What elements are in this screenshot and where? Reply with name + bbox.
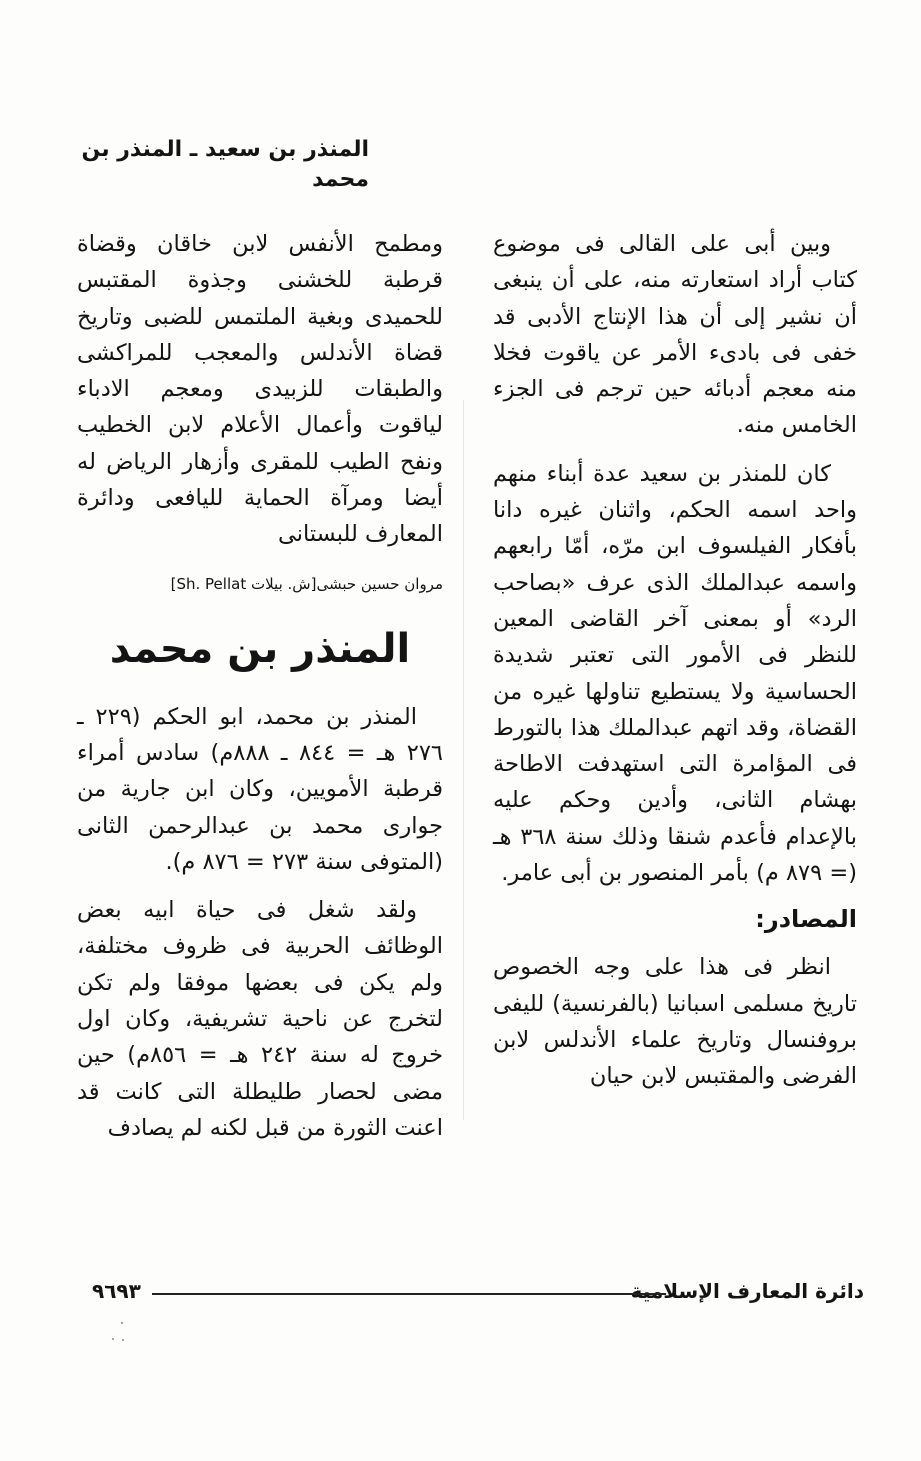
paragraph: كان للمنذر بن سعيد عدة أبناء منهم واحد اسمه الحكم، واثنان غيره دانا بأفكار الفيلسوف ابن مرّه، أمّا رابعهم واسمه عبدالملك الذى عرف «بصاحب الرد» أو بمعنى آخر القاضى المعين للنظر فى الأمور التى تعتبر شديدة الحساسية ولا يستطيع تناولها غيره من القضاة، وقد اتهم عبدالملك هذا بالتورط فى المؤامرة التى استهدفت الاطاحة بهشام الثانى، وأدين وحكم عليه بالإعدام فأعدم شنقا وذلك سنة ٣٦٨ هـ (= ٨٧٩ م) بأمر المنصور بن أبى عامر. bbox=[493, 460, 857, 887]
scan-speck bbox=[112, 1338, 114, 1340]
page-number: ٩٦٩٣ bbox=[92, 1279, 141, 1303]
left-column bbox=[77, 226, 443, 1146]
paragraph: انظر فى هذا على وجه الخصوص تاريخ مسلمى اسبانيا (بالفرنسية) لليفى بروفنسال وتاريخ علماء الأندلس لابن الفرضى والمقتبس لابن حيان bbox=[493, 954, 857, 1090]
footer-rule bbox=[152, 1293, 666, 1295]
paragraph: المنذر بن محمد، ابو الحكم (٢٢٩ ـ ٢٧٦ هـ = ٨٤٤ ـ ٨٨٨م) سادس أمراء قرطبة الأمويين، وكان ابن جارية من جوارى محمد بن عبدالرحمن الثانى (المتوفى سنة ٢٧٣ = ٨٧٦ م). bbox=[77, 703, 443, 875]
page-footer bbox=[92, 1275, 864, 1307]
scan-speck bbox=[122, 1339, 124, 1341]
running-head: المنذر بن سعيد ـ المنذر بن محمد bbox=[81, 137, 369, 192]
scan-speck bbox=[121, 1322, 123, 1324]
sources-heading: المصادر: bbox=[755, 905, 857, 934]
journal-name: دائرة المعارف الإسلامية bbox=[630, 1279, 864, 1303]
paragraph: ولقد شغل فى حياة ابيه بعض الوظائف الحربية فى ظروف مختلفة، ولم يكن فى بعضها موفقا ولم تكن لتخرج عن ناحية تشريفية، وكان اول خروج له سنة ٢٤٢ هـ = ٨٥٦م) حين مضى لحصار طليطلة التى كانت قد اعنت الثورة من قبل لكنه لم يصادف bbox=[77, 897, 444, 1141]
sources-list: ومطمح الأنفس لابن خاقان وقضاة قرطبة للخشنى وجذوة المقتبس للحميدى وبغية الملتمس للضبى وتاريخ قضاة الأندلس والمعجب للمراكشى والطبقات للزبيدى ومعجم الادباء لياقوت وأعمال الأعلام لابن الخطيب ونفح الطيب للمقرى وأزهار الرياض له أيضا ومرآة الحماية لليافعى ودائرة المعارف للبستانى bbox=[77, 231, 443, 548]
column-gutter bbox=[463, 400, 464, 1120]
right-column bbox=[493, 226, 857, 1095]
article-title: المنذر بن محمد bbox=[109, 625, 411, 672]
paragraph: وبين أبى على القالى فى موضوع كتاب أراد استعارته منه، على أن ينبغى أن نشير إلى أن هذا الإنتاج الأدبى قد خفى فى بادىء الأمر عن ياقوت فخلا منه معجم أدبائه حين ترجم فى الجزء الخامس منه. bbox=[493, 231, 857, 439]
author-credit: مروان حسين حبشى[ش. بيلات Sh. Pellat] bbox=[170, 574, 443, 593]
